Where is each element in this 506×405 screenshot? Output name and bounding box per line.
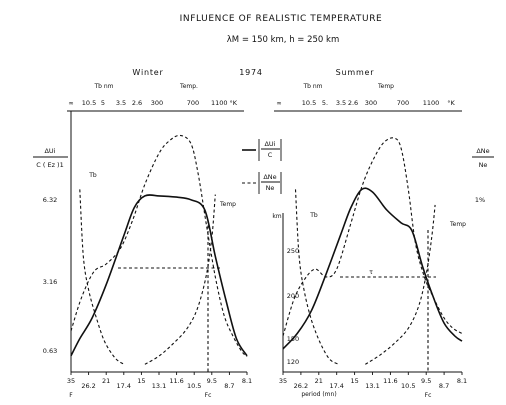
x-tick-label: 26.2	[293, 382, 309, 390]
summer-curve-label-temp: Temp	[450, 221, 466, 228]
winter-marker-f: F	[69, 392, 73, 399]
winter-dashed-curve-1	[71, 135, 247, 356]
winter-y-tick: 0.63	[42, 347, 58, 355]
summer-top-ticks	[276, 99, 455, 107]
x-tick-label: 21	[314, 377, 323, 385]
top-tick: ∞	[276, 99, 282, 107]
winter-top-axis-label-tb: Tb nm	[94, 83, 114, 90]
right-y-label-denominator: Ne	[478, 161, 488, 169]
right-y-tick: 1%	[474, 196, 486, 204]
top-tick: 5.	[321, 99, 329, 107]
winter-dashed-curve-2	[80, 189, 124, 364]
summer-x-label: period (mn)	[301, 391, 337, 398]
summer-panel-title: Summer	[335, 68, 375, 77]
figure-title: INFLUENCE OF REALISTIC TEMPERATURE	[179, 14, 383, 24]
x-tick-label: 8.1	[456, 377, 468, 385]
legend-dashed-numerator: ΔNe	[263, 173, 277, 181]
x-tick-label: 8.7	[224, 382, 235, 390]
winter-curve-label-tb: Tb	[89, 172, 97, 179]
top-tick: 2.6	[347, 99, 359, 107]
winter-panel-title: Winter	[132, 68, 164, 77]
figure-subtitle: λM = 150 km, h = 250 km	[226, 35, 340, 45]
top-tick: °K	[447, 99, 455, 107]
x-tick-label: 11.6	[169, 377, 184, 385]
x-tick-label: 35	[66, 377, 76, 385]
x-tick-label: 9.5	[421, 377, 432, 385]
summer-y-tick: 150	[286, 335, 300, 343]
right-y-label-numerator: ΔNe	[476, 147, 490, 155]
summer-top-axis-label-temp: Temp	[378, 83, 394, 90]
top-tick: 1100 °K	[210, 99, 238, 107]
winter-y-label-numerator: ΔUi	[44, 147, 56, 155]
x-tick-label: 15	[350, 377, 359, 385]
x-tick-label: 26.2	[81, 382, 96, 390]
legend-solid-denominator: C	[267, 151, 273, 159]
top-tick: 2.6	[131, 99, 143, 107]
x-tick-label: 15	[137, 377, 146, 385]
summer-y-tick: 120	[286, 358, 300, 366]
x-tick-label: 17.4	[329, 382, 344, 390]
summer-marker-fc: Fc	[424, 392, 432, 399]
x-tick-label: 21	[102, 377, 111, 385]
winter-y-tick: 6.32	[42, 196, 58, 204]
legend-solid-numerator: ΔUi	[264, 140, 276, 148]
top-tick: 3.5	[335, 99, 347, 107]
x-tick-label: 9.5	[206, 377, 217, 385]
summer-curve-label-tb: Tb	[310, 212, 318, 219]
top-tick: 300	[150, 99, 164, 107]
top-tick: 1100	[422, 99, 440, 107]
x-tick-label: 8.1	[241, 377, 253, 385]
top-tick: ∞	[68, 99, 74, 107]
summer-y-tick: 200	[286, 292, 300, 300]
winter-plot-area	[71, 135, 247, 364]
top-tick: 10.5	[301, 99, 317, 107]
legend-dashed-denominator: Ne	[265, 184, 275, 192]
winter-top-axis-label-temp: Temp.	[180, 83, 198, 90]
summer-y-tick: 250	[286, 247, 300, 255]
top-tick: 700	[396, 99, 410, 107]
summer-top-axis-label-tb: Tb nm	[303, 83, 323, 90]
winter-bottom-ticks	[67, 372, 252, 390]
winter-dashed-curve-3	[145, 195, 215, 365]
x-tick-label: 11.6	[383, 377, 398, 385]
top-tick: 3.5	[115, 99, 127, 107]
winter-y-label-denominator: C ( Ez )1	[36, 161, 64, 169]
winter-curve-label-temp: Temp	[220, 201, 236, 208]
winter-top-ticks	[68, 99, 238, 107]
summer-dashed-curve-1	[283, 138, 462, 336]
x-tick-label: 10.5	[186, 382, 202, 390]
x-tick-label: 8.7	[438, 382, 450, 390]
legend	[242, 139, 281, 194]
top-tick: 10.5	[81, 99, 97, 107]
x-tick-label: 35	[278, 377, 288, 385]
winter-solid-curve	[71, 195, 247, 356]
summer-dashed-curve-3	[365, 205, 435, 364]
summer-tau-marker: τ	[369, 269, 373, 276]
top-tick: 700	[186, 99, 200, 107]
x-tick-label: 13.1	[365, 382, 380, 390]
x-tick-label: 13.1	[151, 382, 167, 390]
x-tick-label: 17.4	[116, 382, 132, 390]
top-tick: 5	[100, 99, 106, 107]
summer-plot-area	[283, 138, 462, 365]
top-tick: 300	[364, 99, 378, 107]
winter-marker-fc: Fc	[204, 392, 212, 399]
winter-y-tick: 3.16	[42, 278, 58, 286]
summer-y-unit: km	[272, 213, 282, 220]
year-label: 1974	[239, 68, 263, 77]
x-tick-label: 10.5	[401, 382, 416, 390]
summer-bottom-ticks	[279, 372, 467, 390]
